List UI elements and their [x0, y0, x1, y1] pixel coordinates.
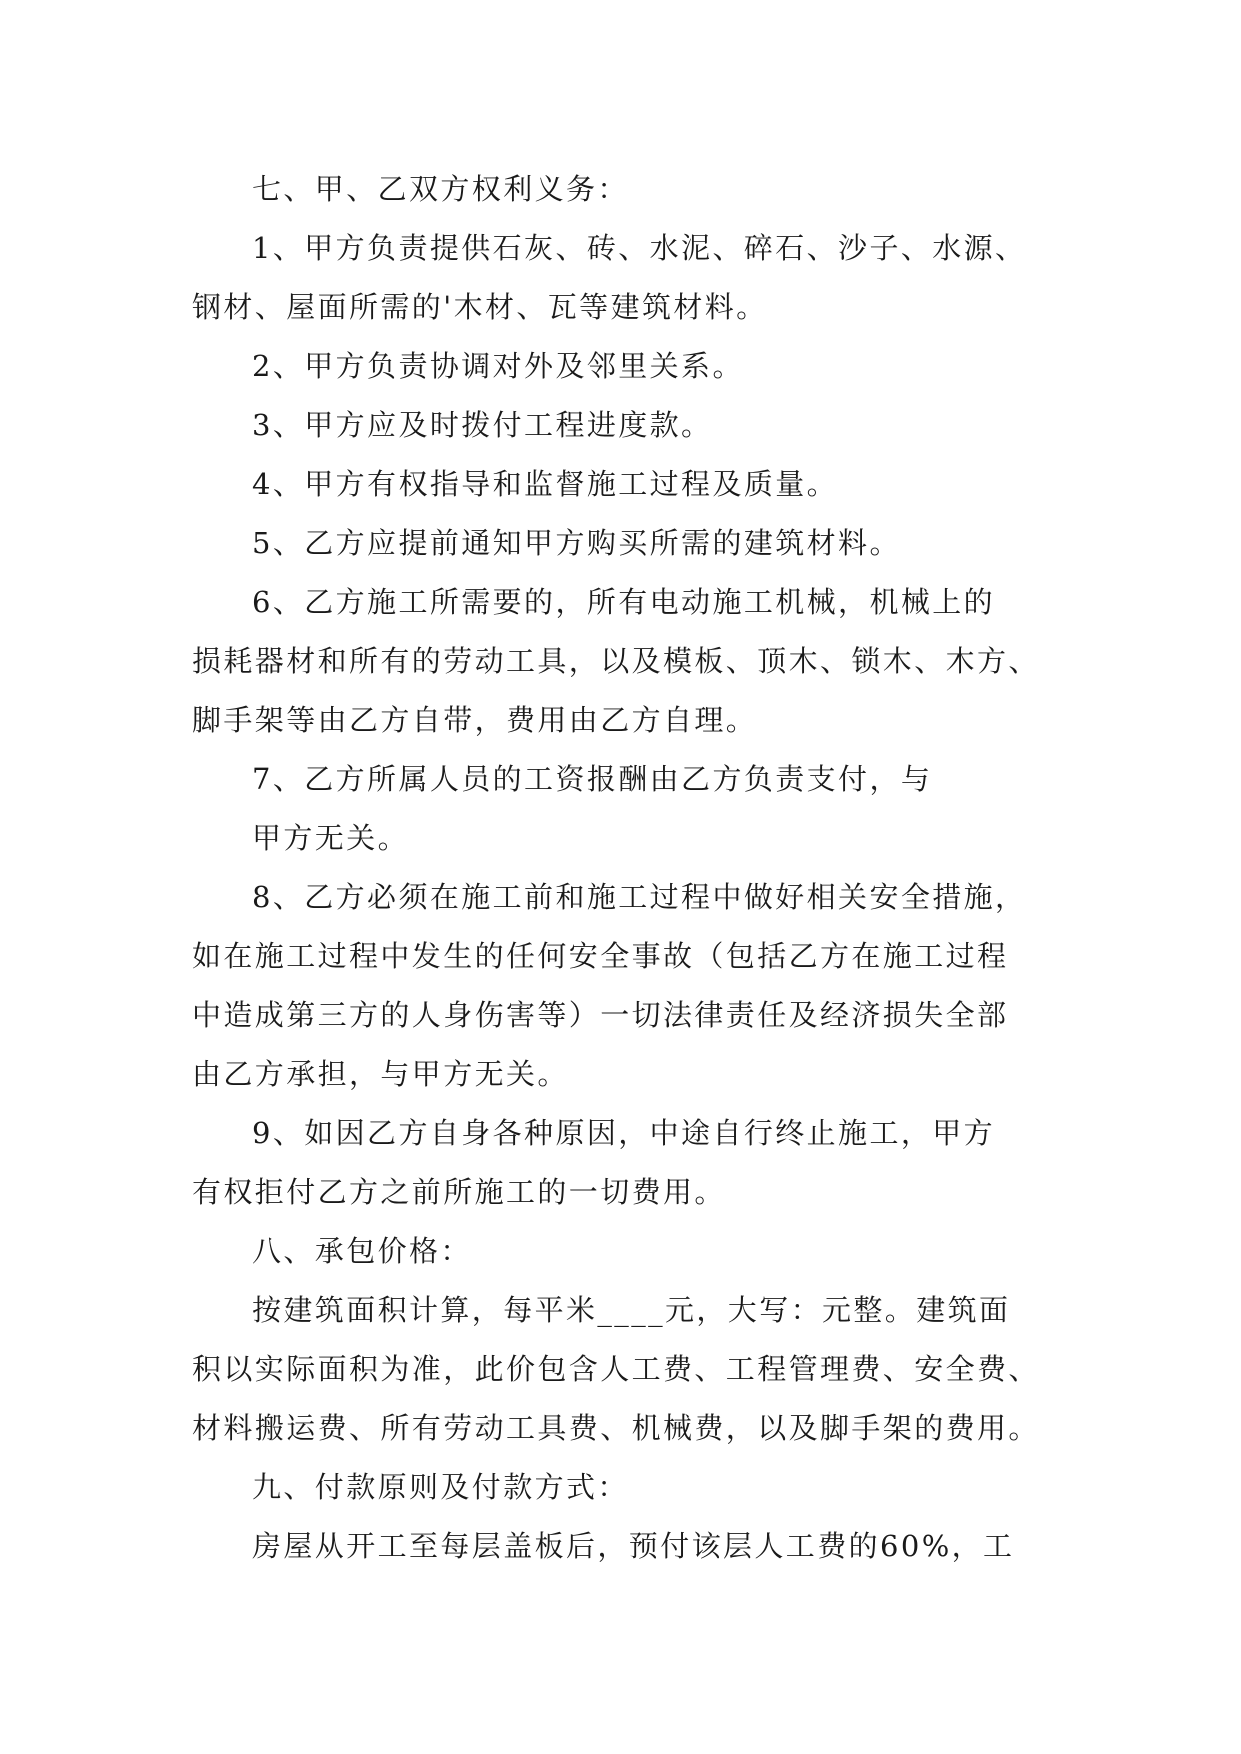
clause-6-line-2: 损耗器材和所有的劳动工具，以及模板、顶木、锁木、木方、 — [192, 644, 1040, 678]
clause-3: 3、甲方应及时拨付工程进度款。 — [252, 408, 713, 442]
clause-4: 4、甲方有权指导和监督施工过程及质量。 — [252, 467, 839, 501]
clause-7-line-2: 甲方无关。 — [252, 821, 410, 855]
price-paragraph-line-1: 按建筑面积计算，每平米____元，大写：元整。建筑面 — [252, 1293, 1011, 1327]
clause-1-line-1: 1、甲方负责提供石灰、砖、水泥、碎石、沙子、水源、 — [252, 231, 1027, 265]
clause-6-line-3: 脚手架等由乙方自带，费用由乙方自理。 — [192, 703, 758, 737]
clause-1-line-2: 钢材、屋面所需的'木材、瓦等建筑材料。 — [192, 290, 768, 324]
section-heading-price: 八、承包价格： — [252, 1234, 472, 1268]
document-body — [192, 160, 1072, 1576]
clause-8-line-3: 中造成第三方的人身伤害等）一切法律责任及经济损失全部 — [192, 998, 1009, 1032]
clause-8-line-1: 8、乙方必须在施工前和施工过程中做好相关安全措施， — [252, 880, 1027, 914]
payment-paragraph-line-1: 房屋从开工至每层盖板后，预付该层人工费的60%，工 — [252, 1529, 1015, 1563]
clause-9-line-1: 9、如因乙方自身各种原因，中途自行终止施工，甲方 — [252, 1116, 996, 1150]
clause-5: 5、乙方应提前通知甲方购买所需的建筑材料。 — [252, 526, 901, 560]
clause-8-line-4: 由乙方承担，与甲方无关。 — [192, 1057, 569, 1091]
clause-2: 2、甲方负责协调对外及邻里关系。 — [252, 349, 744, 383]
section-heading-payment: 九、付款原则及付款方式： — [252, 1470, 629, 1504]
clause-7-line-1: 7、乙方所属人员的工资报酬由乙方负责支付，与 — [252, 762, 933, 796]
price-paragraph-line-2: 积以实际面积为准，此价包含人工费、工程管理费、安全费、 — [192, 1352, 1040, 1386]
clause-9-line-2: 有权拒付乙方之前所施工的一切费用。 — [192, 1175, 726, 1209]
section-heading-rights: 七、甲、乙双方权利义务： — [252, 172, 629, 206]
clause-8-line-2: 如在施工过程中发生的任何安全事故（包括乙方在施工过程 — [192, 939, 1009, 973]
clause-6-line-1: 6、乙方施工所需要的，所有电动施工机械，机械上的 — [252, 585, 996, 619]
price-paragraph-line-3: 材料搬运费、所有劳动工具费、机械费，以及脚手架的费用。 — [192, 1411, 1040, 1445]
